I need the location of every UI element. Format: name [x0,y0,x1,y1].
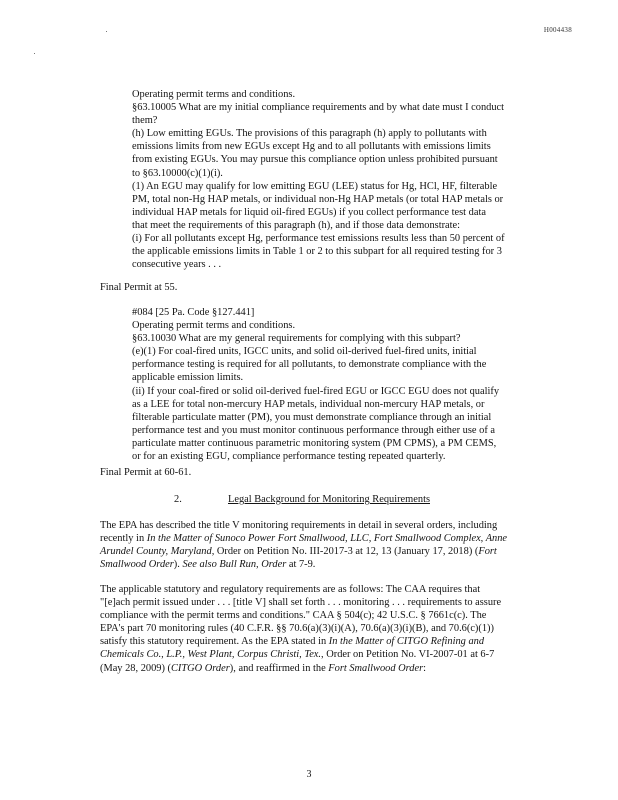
quote2-code: #084 [25 Pa. Code §127.441] [132,307,255,318]
paragraph-line: "[e]ach permit issued under . . . [title V] shall set forth . . . monitoring . . . requirements to assure [100,597,502,609]
quote1-line: from existing EGUs. You may pursue this compliance option unless prohibited pursuant [132,154,498,166]
quote-block-2 [132,306,572,463]
case-name: Arundel County, Maryland, [100,546,215,558]
text-run: at 7-9. [286,559,316,571]
paragraph-line [100,662,580,675]
text-run: Order on Petition No. III-2017-3 at 12, 13 (January 17, 2018) ( [214,546,479,558]
paragraph-line [100,648,580,661]
page-number: 3 [306,769,312,780]
text-run: recently in [100,533,147,545]
quote1-line: individual HAP metals for liquid oil-fired EGUs) if you collect performance test data [132,206,486,218]
text-run: ), and reaffirmed in the [229,662,329,674]
scan-speck [106,31,107,32]
case-name: CITGO Order [171,662,230,674]
paragraph-line [100,532,580,545]
text-run: : [423,662,427,674]
quote1-line: emissions limits from new EGUs except Hg and to all pollutants with emissions limits [132,141,491,153]
quote1-line: (1) An EGU may qualify for low emitting EGU (LEE) status for Hg, HCl, HF, filterable [132,180,498,192]
quote2-line: performance test and you must monitor continuous performance through either use of a [132,424,495,436]
paragraph-line: The EPA has described the title V monitoring requirements in detail in several orders, including [100,520,498,531]
quote2-line: as a LEE for total non-mercury HAP metals, individual non-mercury HAP metals, or [132,398,485,410]
case-name: In the Matter of Sunoco Power Fort Smallwood, LLC, Fort Smallwood Complex, Anne [146,533,508,545]
paragraph-line: compliance with the permit terms and conditions." CAA § 504(c); 42 U.S.C. § 7661c(c). The [100,610,487,622]
paragraph-line: EPA's part 70 monitoring rules (40 C.F.R. §§ 70.6(a)(3)(i)(A), 70.6(a)(3)(i)(B), and 70.6(c)(1)) [100,623,494,635]
quote2-line: particulate matter continuous parametric monitoring system (PM CPMS), a PM CEMS, [132,437,497,449]
paragraph-line [100,558,580,571]
text-run: (May 28, 2009) ( [100,662,171,674]
quote1-line: them? [132,115,158,127]
quote1-line: §63.10005 What are my initial compliance requirements and by what date must I conduct [132,102,505,114]
quote2-line: filterable particulate matter (PM), you must demonstrate compliance through an initial [132,411,492,423]
quote2-line: applicable emission limits. [132,372,244,384]
bates-number: H004438 [543,26,572,34]
paragraph-line: The applicable statutory and regulatory requirements are as follows: The CAA requires that [100,584,481,595]
quote2-line: performance testing is required for all pollutants, to demonstrate compliance with the [132,359,487,371]
text-run: , Order on Petition No. VI-2007-01 at 6-7 [321,649,495,661]
case-name: See also Bull Run, Order [182,559,287,571]
quote1-line: the applicable emissions limits in Table 1 or 2 to this subpart for all required testing for 3 [132,246,502,258]
case-name: Fort [478,546,497,558]
citation-1: Final Permit at 55. [100,282,178,293]
section-heading [174,493,554,506]
paragraph-line [100,545,580,558]
section-number: 2. [174,494,182,505]
quote1-line: consecutive years . . . [132,259,222,271]
quote1-line: PM, total non-Hg HAP metals, or individual non-Hg HAP metals (or total HAP metals or [132,193,504,205]
quote-block-1 [132,88,572,271]
text-run: ). [173,559,183,571]
citation-2: Final Permit at 60-61. [100,467,192,478]
case-name: Chemicals Co., L.P., West Plant, Corpus Christi, Tex. [100,649,322,661]
section-title: Legal Background for Monitoring Requirements [228,494,430,505]
quote2-line: or for an existing EGU, compliance performance testing repeated quarterly. [132,451,446,463]
paragraph-line [100,635,580,648]
case-name: Smallwood Order [100,559,174,571]
case-name: Fort Smallwood Order [328,662,424,674]
quote2-line: (ii) If your coal-fired or solid oil-derived fuel-fired EGU or IGCC EGU does not qualify [132,385,500,397]
quote1-line: to §63.10000(c)(1)(i). [132,167,223,179]
quote1-heading: Operating permit terms and conditions. [132,89,296,100]
body-paragraph-2 [100,583,580,675]
quote1-line: (i) For all pollutants except Hg, performance test emissions results less than 50 percent of [132,233,505,245]
case-name: In the Matter of CITGO Refining and [328,636,485,648]
quote2-line: (e)(1) For coal-fired units, IGCC units, and solid oil-derived fuel-fired units, initial [132,346,477,358]
scan-speck [34,53,35,54]
quote1-line: (h) Low emitting EGUs. The provisions of this paragraph (h) apply to pollutants with [132,128,487,140]
text-run: satisfy this statutory requirement. As the EPA stated in [100,636,329,648]
quote1-line: that meet the requirements of this paragraph (h), and if those data demonstrate: [132,219,461,231]
body-paragraph-1 [100,519,580,571]
quote2-heading: Operating permit terms and conditions. [132,320,296,332]
quote2-line: §63.10030 What are my general requirements for complying with this subpart? [132,333,461,345]
